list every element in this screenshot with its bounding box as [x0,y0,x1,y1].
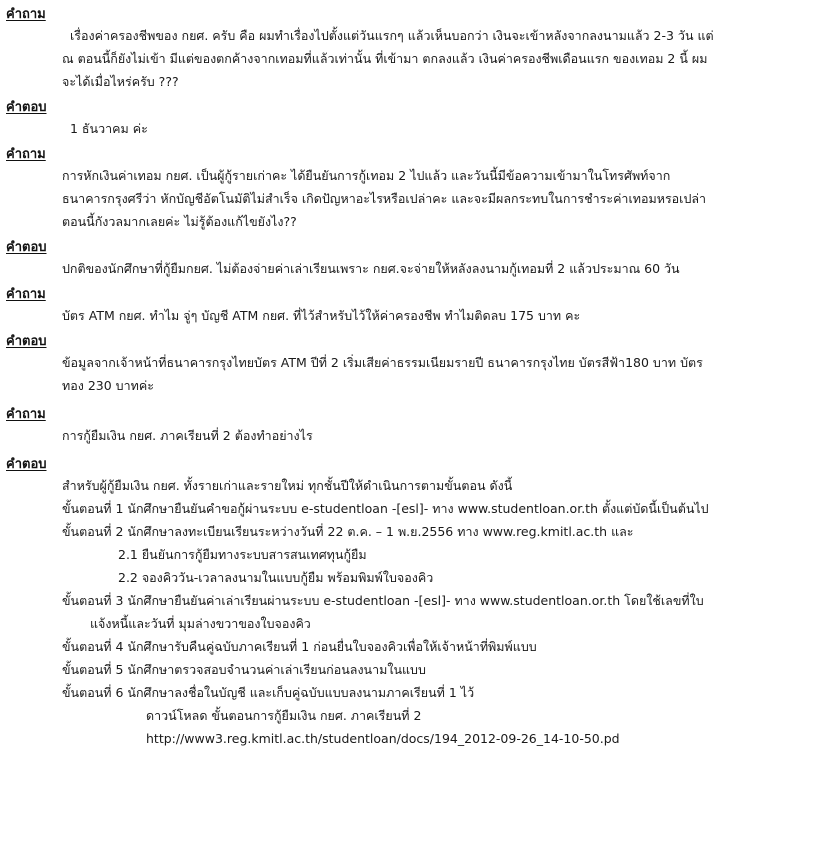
question-label: คำถาม [6,287,46,302]
answer-text-line: 1 ธันวาคม ค่ะ [70,121,148,136]
step-1: ขั้นตอนที่ 1 นักศึกษายืนยันคำขอกู้ผ่านระบบ e-studentloan -[esl]- ทาง www.studentloan.or.th ตั้งแต่บัดนี้เป็นต้นไป [62,501,709,516]
answer-text-line: ข้อมูลจากเจ้าหน้าที่ธนาคารกรุงไทยบัตร ATM ปีที่ 2 เริ่มเสียค่าธรรมเนียมรายปี ธนาคารกรุงไทย บัตรสีฟ้า180 บาท บัตร [62,355,703,370]
question-text-line: บัตร ATM กยศ. ทำไม จู่ๆ บัญชี ATM กยศ. ที่ไว้สำหรับไว้ให้ค่าครองชีพ ทำไมติดลบ 175 บาท คะ [62,308,581,323]
question-text-line: ธนาคารกรุงศรีว่า หักบัญชีอัตโนมัติไม่สำเร็จ เกิดปัญหาอะไรหรือเปล่าคะ และจะมีผลกระทบในการชำระค่าเทอมหรอเปล่า [62,191,707,206]
substep-2-2: 2.2 จองคิววัน-เวลาลงนามในแบบกู้ยืม พร้อมพิมพ์ใบจองคิว [118,570,434,585]
question-text-line: เรื่องค่าครองชีพของ กยศ. ครับ คือ ผมทำเรื่องไปตั้งแต่วันแรกๆ แล้วเห็นบอกว่า เงินจะเข้าหลังจากลงนามแล้ว 2-3 วัน แต่ [70,28,714,43]
answer-intro: สำหรับผู้กู้ยืมเงิน กยศ. ทั้งรายเก่าและรายใหม่ ทุกชั้นปีให้ดำเนินการตามขั้นตอน ดังนี้ [62,478,513,493]
answer-label: คำตอบ [6,100,47,115]
answer-label: คำตอบ [6,240,47,255]
step-6: ขั้นตอนที่ 6 นักศึกษาลงชื่อในบัญชี และเก็บคู่ฉบับแบบลงนามภาคเรียนที่ 1 ไว้ [62,685,475,700]
question-label: คำถาม [6,147,46,162]
question-text-line: การหักเงินค่าเทอม กยศ. เป็นผู้กู้รายเก่าคะ ได้ยืนยันการกู้เทอม 2 ไปแล้ว และวันนี้มีข้อความเข้ามาในโทรศัพท์จาก [62,168,671,183]
question-label: คำถาม [6,407,46,422]
step-2: ขั้นตอนที่ 2 นักศึกษาลงทะเบียนเรียนระหว่างวันที่ 22 ต.ค. – 1 พ.ย.2556 ทาง www.reg.kmitl.ac.th และ [62,524,634,539]
download-text: ดาวน์โหลด ขั้นตอนการกู้ยืมเงิน กยศ. ภาคเรียนที่ 2 [146,708,422,723]
answer-label: คำตอบ [6,334,47,349]
question-text-line: ตอนนี้กังวลมากเลยค่ะ ไม่รู้ต้องแก้ไขยังไง?? [62,214,297,229]
question-text-line: ณ ตอนนี้ก็ยังไม่เข้า มีแต่ของตกค้างจากเทอมที่แล้วเท่านั้น ที่เข้ามา ตกลงแล้ว เงินค่าครองชีพเดือนแรก ของเทอม 2 นี้ ผม [62,51,708,66]
answer-label: คำตอบ [6,457,47,472]
step-3: ขั้นตอนที่ 3 นักศึกษายืนยันค่าเล่าเรียนผ่านระบบ e-studentloan -[esl]- ทาง www.studentloan.or.th โดยใช้เลขที่ใบ [62,593,704,608]
answer-text-line: ปกติของนักศึกษาที่กู้ยืมกยศ. ไม่ต้องจ่ายค่าเล่าเรียนเพราะ กยศ.จะจ่ายให้หลังลงนามกู้เทอมที่ 2 แล้วประมาณ 60 วัน [62,261,680,276]
step-3-continued: แจ้งหนี้และวันที่ มุมล่างขวาของใบจองคิว [90,616,311,631]
step-5: ขั้นตอนที่ 5 นักศึกษาตรวจสอบจำนวนค่าเล่าเรียนก่อนลงนามในแบบ [62,662,426,677]
download-link[interactable]: http://www3.reg.kmitl.ac.th/studentloan/docs/194_2012-09-26_14-10-50.pd [146,731,620,746]
question-label: คำถาม [6,7,46,22]
question-text-line: การกู้ยืมเงิน กยศ. ภาคเรียนที่ 2 ต้องทำอย่างไร [62,428,313,443]
substep-2-1: 2.1 ยืนยันการกู้ยืมทางระบบสารสนเทศทุนกู้ยืม [118,547,367,562]
question-text-line: จะได้เมื่อไหร่ครับ ??? [62,74,179,89]
step-4: ขั้นตอนที่ 4 นักศึกษารับคืนคู่ฉบับภาคเรียนที่ 1 ก่อนยื่นใบจองคิวเพื่อให้เจ้าหน้าที่พิมพ์แบบ [62,639,537,654]
answer-text-line: ทอง 230 บาทค่ะ [62,378,154,393]
